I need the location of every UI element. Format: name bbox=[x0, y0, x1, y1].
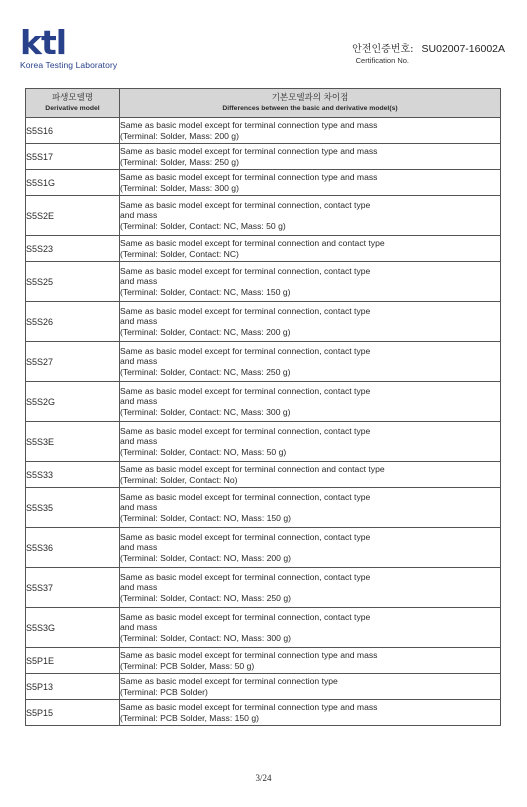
header-col2-ko: 기본모델과의 차이점 bbox=[271, 93, 349, 103]
table-row bbox=[26, 302, 501, 342]
certification-block bbox=[352, 40, 505, 65]
difference-line: and mass bbox=[120, 396, 158, 407]
model-name-cell: S5S27 bbox=[26, 342, 120, 382]
difference-line: (Terminal: Solder, Contact: NC, Mass: 300 g) bbox=[120, 406, 291, 417]
difference-line: Same as basic model except for terminal connection type and mass bbox=[120, 119, 378, 130]
difference-line: Same as basic model except for terminal connection, contact type bbox=[120, 611, 371, 622]
table-row bbox=[26, 236, 501, 262]
difference-cell bbox=[120, 196, 501, 236]
difference-line: (Terminal: Solder, Contact: NO, Mass: 150 g) bbox=[120, 512, 291, 523]
difference-line: Same as basic model except for terminal connection type and mass bbox=[120, 171, 378, 182]
table-row bbox=[26, 528, 501, 568]
difference-cell bbox=[120, 302, 501, 342]
difference-line: (Terminal: Solder, Contact: NO, Mass: 50 g) bbox=[120, 446, 287, 457]
difference-line: (Terminal: PCB Solder, Mass: 50 g) bbox=[120, 660, 255, 671]
header-col2-en: Differences between the basic and derivative model(s) bbox=[222, 105, 398, 112]
model-name-cell: S5S35 bbox=[26, 488, 120, 528]
difference-line: and mass bbox=[120, 622, 158, 633]
difference-cell bbox=[120, 170, 501, 196]
difference-cell bbox=[120, 528, 501, 568]
difference-line: (Terminal: Solder, Contact: NO, Mass: 300 g) bbox=[120, 632, 291, 643]
difference-line: (Terminal: Solder, Contact: NC, Mass: 150 g) bbox=[120, 286, 291, 297]
difference-line: (Terminal: PCB Solder) bbox=[120, 686, 208, 697]
difference-line: Same as basic model except for terminal connection, contact type bbox=[120, 491, 371, 502]
table-row bbox=[26, 648, 501, 674]
table-row bbox=[26, 342, 501, 382]
difference-line: Same as basic model except for terminal connection, contact type bbox=[120, 571, 371, 582]
model-name-cell: S5S2E bbox=[26, 196, 120, 236]
difference-line: (Terminal: Solder, Contact: NC, Mass: 250 g) bbox=[120, 366, 291, 377]
difference-line: and mass bbox=[120, 356, 158, 367]
model-name-cell: S5P15 bbox=[26, 700, 120, 726]
difference-line: Same as basic model except for terminal connection, contact type bbox=[120, 385, 371, 396]
table-row bbox=[26, 382, 501, 422]
table-row bbox=[26, 144, 501, 170]
difference-line: and mass bbox=[120, 316, 158, 327]
header-col1-ko: 파생모델명 bbox=[51, 93, 94, 103]
table-row bbox=[26, 422, 501, 462]
model-name-cell: S5S37 bbox=[26, 568, 120, 608]
table-body bbox=[26, 118, 501, 726]
difference-line: and mass bbox=[120, 542, 158, 553]
difference-cell bbox=[120, 236, 501, 262]
difference-line: Same as basic model except for terminal connection and contact type bbox=[120, 237, 385, 248]
difference-line: (Terminal: Solder, Contact: NC, Mass: 50 g) bbox=[120, 220, 286, 231]
difference-line: and mass bbox=[120, 210, 158, 221]
difference-line: (Terminal: Solder, Mass: 300 g) bbox=[120, 182, 239, 193]
difference-line: (Terminal: Solder, Contact: NC, Mass: 200 g) bbox=[120, 326, 291, 337]
model-name-cell: S5S25 bbox=[26, 262, 120, 302]
model-name-cell: S5S23 bbox=[26, 236, 120, 262]
cert-label-ko: 안전인증번호: bbox=[352, 44, 414, 55]
difference-cell bbox=[120, 488, 501, 528]
difference-line: Same as basic model except for terminal connection, contact type bbox=[120, 425, 371, 436]
difference-cell bbox=[120, 608, 501, 648]
table-row bbox=[26, 674, 501, 700]
model-name-cell: S5S33 bbox=[26, 462, 120, 488]
table-row bbox=[26, 568, 501, 608]
model-name-cell: S5P13 bbox=[26, 674, 120, 700]
logo-mark: ktl bbox=[20, 23, 67, 62]
header-differences bbox=[120, 89, 501, 118]
difference-line: and mass bbox=[120, 502, 158, 513]
ktl-logo bbox=[20, 23, 118, 70]
derivative-models-table bbox=[25, 88, 501, 726]
difference-line: (Terminal: Solder, Contact: NO, Mass: 250 g) bbox=[120, 592, 291, 603]
difference-cell bbox=[120, 648, 501, 674]
page-number: 3/24 bbox=[255, 773, 272, 783]
difference-line: Same as basic model except for terminal connection type and mass bbox=[120, 701, 378, 712]
model-name-cell: S5P1E bbox=[26, 648, 120, 674]
table-row bbox=[26, 118, 501, 144]
model-name-cell: S5S2G bbox=[26, 382, 120, 422]
cert-label-en: Certification No. bbox=[355, 56, 409, 65]
difference-line: Same as basic model except for terminal connection, contact type bbox=[120, 265, 371, 276]
difference-cell bbox=[120, 118, 501, 144]
difference-line: and mass bbox=[120, 276, 158, 287]
difference-cell bbox=[120, 144, 501, 170]
difference-line: (Terminal: PCB Solder, Mass: 150 g) bbox=[120, 712, 259, 723]
table-row bbox=[26, 700, 501, 726]
difference-line: and mass bbox=[120, 436, 158, 447]
certification-number-row bbox=[352, 40, 505, 55]
cert-number: SU02007-16002A bbox=[421, 43, 505, 55]
difference-line: Same as basic model except for terminal connection, contact type bbox=[120, 345, 371, 356]
difference-line: and mass bbox=[120, 582, 158, 593]
model-name-cell: S5S26 bbox=[26, 302, 120, 342]
difference-line: (Terminal: Solder, Mass: 200 g) bbox=[120, 130, 239, 141]
difference-line: Same as basic model except for terminal connection, contact type bbox=[120, 305, 371, 316]
table-row bbox=[26, 262, 501, 302]
difference-line: Same as basic model except for terminal connection type and mass bbox=[120, 649, 378, 660]
table-row bbox=[26, 608, 501, 648]
model-name-cell: S5S1G bbox=[26, 170, 120, 196]
difference-line: Same as basic model except for terminal connection type and mass bbox=[120, 145, 378, 156]
table-row bbox=[26, 196, 501, 236]
difference-cell bbox=[120, 700, 501, 726]
difference-cell bbox=[120, 422, 501, 462]
model-name-cell: S5S3E bbox=[26, 422, 120, 462]
header-derivative-model bbox=[26, 89, 120, 118]
difference-line: (Terminal: Solder, Contact: NO, Mass: 200 g) bbox=[120, 552, 291, 563]
difference-cell bbox=[120, 462, 501, 488]
header-col1-en: Derivative model bbox=[45, 105, 100, 112]
table-row bbox=[26, 488, 501, 528]
difference-line: Same as basic model except for terminal connection, contact type bbox=[120, 199, 371, 210]
table-row bbox=[26, 462, 501, 488]
difference-line: Same as basic model except for terminal connection type bbox=[120, 675, 338, 686]
table-header-row bbox=[26, 89, 501, 118]
difference-cell bbox=[120, 262, 501, 302]
difference-line: (Terminal: Solder, Contact: No) bbox=[120, 474, 238, 485]
model-name-cell: S5S16 bbox=[26, 118, 120, 144]
difference-cell bbox=[120, 568, 501, 608]
model-name-cell: S5S17 bbox=[26, 144, 120, 170]
difference-line: (Terminal: Solder, Mass: 250 g) bbox=[120, 156, 239, 167]
difference-line: Same as basic model except for terminal connection, contact type bbox=[120, 531, 371, 542]
table-row bbox=[26, 170, 501, 196]
difference-cell bbox=[120, 342, 501, 382]
difference-cell bbox=[120, 382, 501, 422]
logo-subtitle: Korea Testing Laboratory bbox=[20, 60, 118, 70]
difference-cell bbox=[120, 674, 501, 700]
difference-line: Same as basic model except for terminal connection and contact type bbox=[120, 463, 385, 474]
model-name-cell: S5S36 bbox=[26, 528, 120, 568]
model-name-cell: S5S3G bbox=[26, 608, 120, 648]
difference-line: (Terminal: Solder, Contact: NC) bbox=[120, 248, 239, 259]
